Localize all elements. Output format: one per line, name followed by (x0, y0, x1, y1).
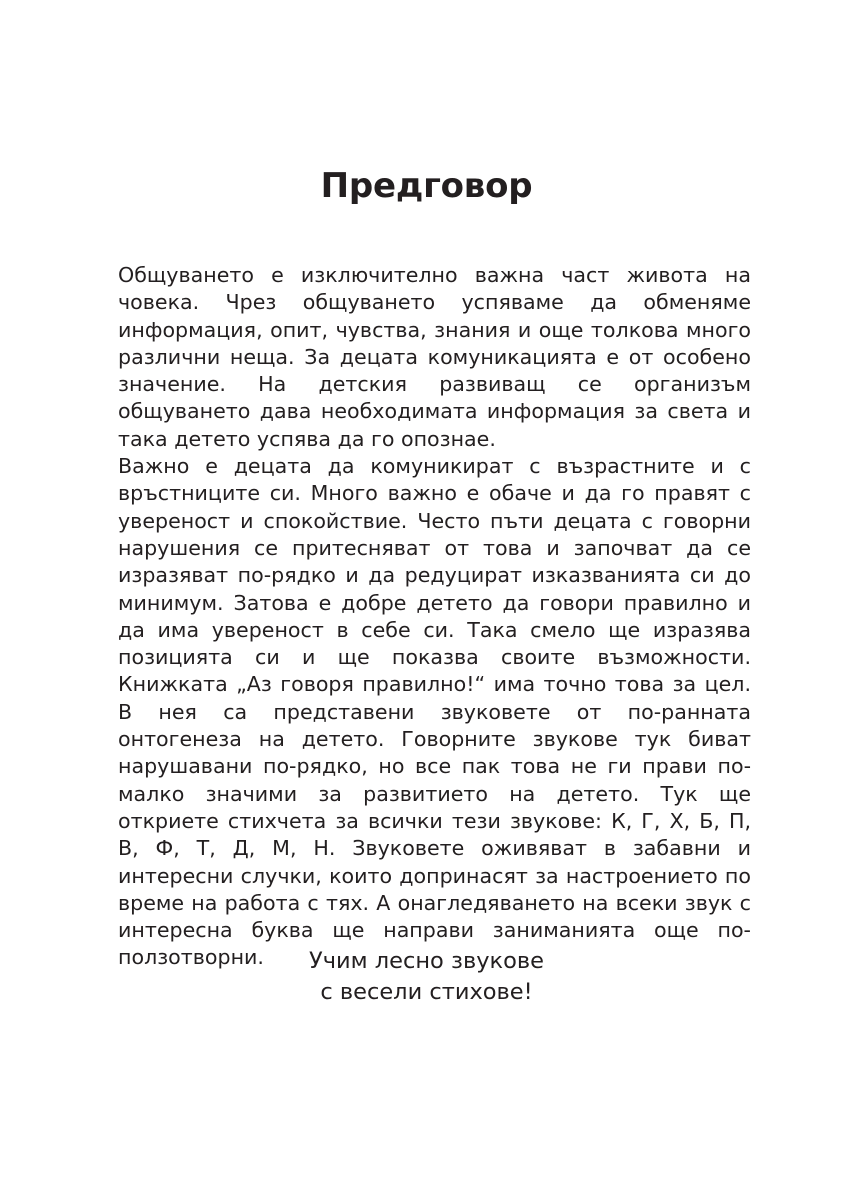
closing-couplet (0, 946, 853, 1008)
body-text-block (118, 262, 751, 972)
paragraph-main: Важно е децата да комуникират с възрастните и с връстниците си. Много важно е обаче и да го правят с увереност и спокойствие. Често пъти децата с говорни нарушения се притесняват от това и започват да се изразяват по-рядко и да редуцират изказванията си до минимум. Затова е добре детето да говори правилно и да има увереност в себе си. Така смело ще изразява позицията си и ще показва своите възможности. Книжката „Аз говоря правилно!“ има точно това за цел. В нея са представени звуковете от по-ранната онтогенеза на детето. Говорните звукове тук биват нарушавани по-рядко, но все пак това не ги прави по-малко значими за развитието на детето. Тук ще откриете стихчета за всички тези звукове: К, Г, Х, Б, П, В, Ф, Т, Д, М, Н. Звуковете оживяват в забавни и интересни случки, които допринасят за настроението по време на работа с тях. А онагледяването на всеки звук с интересна буква ще направи заниманията още по-ползотворни. (118, 454, 751, 970)
closing-line-1: Учим лесно звукове (309, 948, 544, 974)
paragraph-intro: Общуването е изключително важна част живота на човека. Чрез общуването успяваме да обменяме информация, опит, чувства, знания и още толкова много различни неща. За децата комуникацията е от особено значение. На детския развиващ се организъм общуването дава необходимата информация за света и така детето успява да го опознае. (118, 263, 751, 451)
closing-line-2: с весели стихове! (320, 979, 533, 1005)
page-title: Предговор (320, 165, 533, 206)
